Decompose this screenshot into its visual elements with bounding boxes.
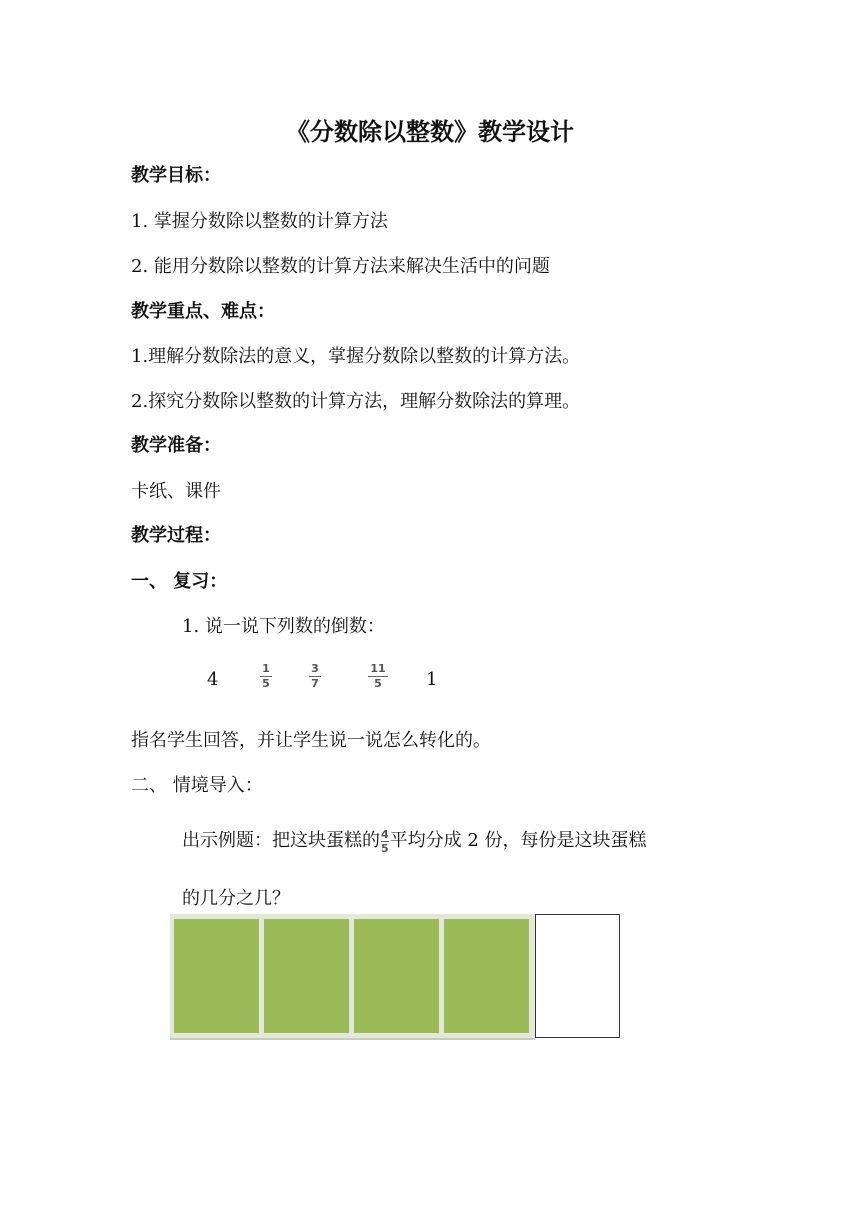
key-point-1: 1.理解分数除法的意义，掌握分数除以整数的计算方法。 [131,346,581,367]
preparation-text: 卡纸、课件 [131,481,221,502]
example-text-before: 出示例题：把这块蛋糕的 [182,830,380,851]
number-4: 4 [207,669,219,690]
fraction-denominator: 5 [262,677,270,690]
fraction-11-5 [368,663,388,690]
example-text-after: 平均分成 2 份，每份是这块蛋糕 [389,830,647,851]
cake-diagram [170,914,621,1040]
fraction-numerator: 1 [262,662,270,675]
key-points-heading: 教学重点、难点： [131,301,275,322]
cake-part-shaded-1 [174,919,259,1033]
number-1: 1 [426,669,438,690]
fraction-3-7 [309,663,321,690]
key-point-2: 2.探究分数除以整数的计算方法，理解分数除法的算理。 [131,391,581,412]
fraction-4-5 [381,829,389,854]
review-heading: 一、 复习： [131,571,228,592]
preparation-heading: 教学准备： [131,435,221,456]
shaded-frame [170,914,535,1040]
example-question-continued: 的几分之几？ [182,888,290,909]
process-heading: 教学过程： [131,525,221,546]
document-title: 《分数除以整数》教学设计 [286,118,574,146]
cake-part-shaded-3 [354,919,439,1033]
objectives-heading: 教学目标： [131,165,221,186]
fraction-numerator: 11 [370,662,386,675]
fraction-denominator: 7 [311,677,319,690]
fraction-denominator: 5 [374,677,382,690]
cake-part-shaded-4 [444,919,529,1033]
review-task: 1. 说一说下列数的倒数： [182,616,385,637]
intro-heading: 二、 情境导入： [131,775,263,796]
fraction-numerator: 4 [381,827,389,841]
cake-part-shaded-2 [264,919,349,1033]
example-question [182,826,647,854]
fraction-denominator: 5 [381,841,389,855]
fraction-1-5 [260,663,272,690]
fraction-numerator: 3 [311,662,319,675]
review-note: 指名学生回答，并让学生说一说怎么转化的。 [131,730,491,751]
cake-part-empty [535,914,620,1038]
objective-2: 2. 能用分数除以整数的计算方法来解决生活中的问题 [131,256,550,277]
objective-1: 1. 掌握分数除以整数的计算方法 [131,211,388,232]
